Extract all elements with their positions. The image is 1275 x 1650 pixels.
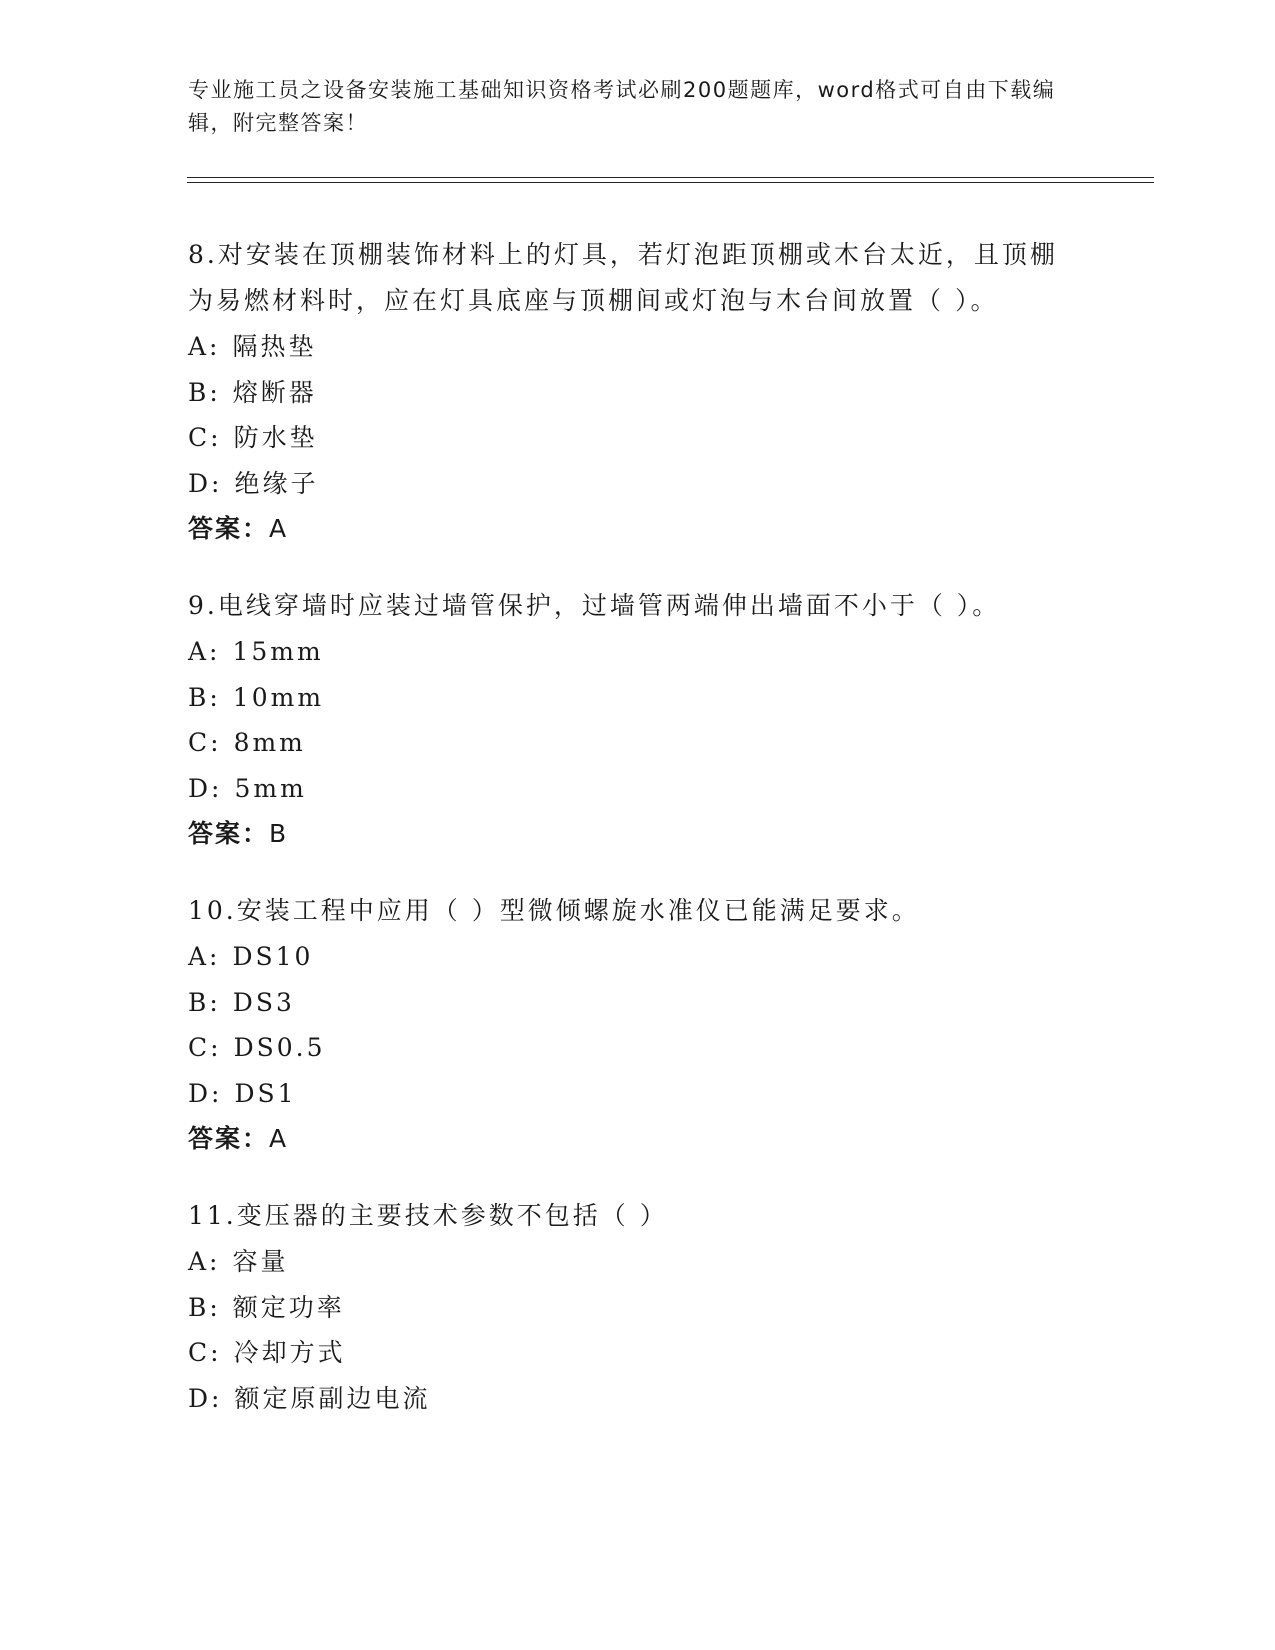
option-text: 额定原副边电流 <box>234 1383 431 1413</box>
option-a <box>188 629 1068 675</box>
answer-label: 答案： <box>188 1124 270 1153</box>
header-divider-top <box>187 177 1154 178</box>
question-stem: 8.对安装在顶棚装饰材料上的灯具，若灯泡距顶棚或木台太近，且顶棚为易燃材料时，应在灯具底座与顶棚间或灯泡与木台间放置（ ）。 <box>188 240 1058 315</box>
option-text: 额定功率 <box>232 1292 345 1322</box>
answer-line <box>188 1116 1068 1162</box>
option-d <box>188 1071 1068 1117</box>
option-d <box>188 1376 1068 1422</box>
option-letter: D: <box>188 468 223 498</box>
option-letter: A: <box>188 332 221 361</box>
option-text: 5mm <box>234 773 307 803</box>
option-c <box>188 415 1068 461</box>
option-text: DS10 <box>232 942 314 971</box>
answer-line <box>188 811 1068 857</box>
option-text: DS1 <box>234 1078 297 1108</box>
answer-value: A <box>269 1124 289 1153</box>
option-list <box>188 934 1068 1116</box>
option-letter: C: <box>188 728 222 757</box>
option-letter: D: <box>188 1078 223 1108</box>
option-text: DS0.5 <box>233 1033 326 1062</box>
option-text: 隔热垫 <box>232 332 317 361</box>
option-c <box>188 1025 1068 1071</box>
option-d <box>188 461 1068 507</box>
answer-label: 答案： <box>188 514 270 543</box>
option-c <box>188 720 1068 766</box>
option-a <box>188 934 1068 980</box>
option-text: DS3 <box>232 987 295 1017</box>
option-text: 15mm <box>232 637 324 666</box>
question-stem: 11.变压器的主要技术参数不包括（ ） <box>188 1201 668 1230</box>
question-stem: 9.电线穿墙时应装过墙管保护，过墙管两端伸出墙面不小于（ ）。 <box>188 591 1001 620</box>
answer-value: A <box>269 514 289 543</box>
question-stem: 10.安装工程中应用（ ）型微倾螺旋水准仪已能满足要求。 <box>188 896 920 925</box>
option-letter: B: <box>188 682 221 712</box>
option-text: 防水垫 <box>233 423 318 452</box>
header-divider-bottom <box>187 182 1154 183</box>
option-letter: A: <box>188 637 221 666</box>
answer-value: B <box>269 819 289 848</box>
option-letter: D: <box>188 1383 223 1413</box>
question-10 <box>188 888 1068 1162</box>
question-11 <box>188 1193 1068 1421</box>
option-letter: B: <box>188 987 221 1017</box>
option-d <box>188 766 1068 812</box>
option-b <box>188 1285 1068 1331</box>
option-letter: C: <box>188 1338 222 1367</box>
question-9 <box>188 583 1068 857</box>
option-c <box>188 1330 1068 1376</box>
option-b <box>188 675 1068 721</box>
option-letter: B: <box>188 377 221 407</box>
answer-label: 答案： <box>188 819 270 848</box>
option-text: 熔断器 <box>232 377 317 407</box>
option-a <box>188 324 1068 370</box>
option-b <box>188 980 1068 1026</box>
option-list <box>188 324 1068 506</box>
option-b <box>188 370 1068 416</box>
document-header: 专业施工员之设备安装施工基础知识资格考试必刷200题题库，word格式可自由下载编辑，附完整答案！ <box>188 78 1056 135</box>
option-letter: C: <box>188 423 222 452</box>
option-letter: B: <box>188 1292 221 1322</box>
question-8 <box>188 232 1068 552</box>
option-letter: C: <box>188 1033 222 1062</box>
option-letter: A: <box>188 1247 221 1276</box>
option-text: 冷却方式 <box>233 1338 346 1367</box>
option-text: 10mm <box>232 682 325 712</box>
option-text: 8mm <box>233 728 306 757</box>
option-text: 容量 <box>232 1247 289 1276</box>
answer-line <box>188 506 1068 552</box>
option-list <box>188 629 1068 811</box>
option-letter: A: <box>188 942 221 971</box>
option-list <box>188 1239 1068 1421</box>
option-text: 绝缘子 <box>234 468 319 498</box>
option-a <box>188 1239 1068 1285</box>
option-letter: D: <box>188 773 223 803</box>
